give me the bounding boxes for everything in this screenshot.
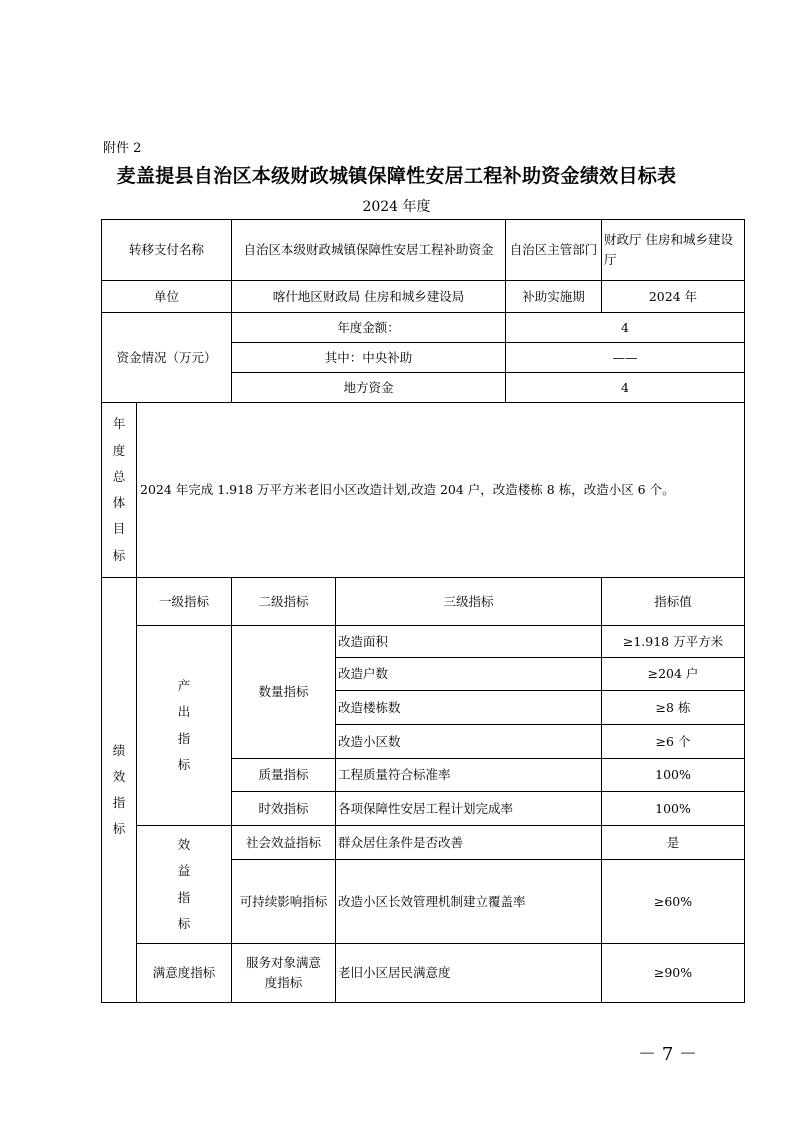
- page-number: － 7 －: [638, 1044, 697, 1065]
- central-label: 其中：中央补助: [324, 349, 413, 365]
- header-value: 指标值: [654, 593, 692, 609]
- service-indicator-label: 服务对象满意度指标: [245, 955, 321, 990]
- social-indicator-label: 社会效益指标: [245, 834, 321, 850]
- dept-label: 自治区主管部门: [509, 242, 598, 257]
- header-level2: 二级指标: [258, 593, 309, 609]
- unit-label: 单位: [153, 288, 179, 304]
- quantity-row-value: ≥1.918 万平方米: [622, 633, 724, 649]
- goal-label: 年 度 总 体 目 标: [112, 416, 126, 563]
- header-level1: 一级指标: [158, 593, 209, 609]
- annual-amount-value: 4: [621, 319, 629, 335]
- satisfaction-indicator-label: 满意度指标: [152, 965, 216, 980]
- quantity-row-name: 改造小区数: [338, 733, 401, 749]
- quality-indicator-label: 质量指标: [258, 767, 309, 782]
- local-value: 4: [621, 379, 629, 395]
- benefit-indicator-label: 效 益 指 标: [177, 837, 191, 931]
- quantity-row-name: 改造楼栋数: [338, 699, 401, 715]
- social-value: 是: [666, 834, 680, 850]
- sustain-name: 改造小区长效管理机制建立覆盖率: [338, 893, 526, 909]
- social-name: 群众居住条件是否改善: [338, 834, 464, 850]
- central-value: ——: [612, 349, 638, 365]
- unit-value: 喀什地区财政局 住房和城乡建设局: [272, 288, 465, 304]
- quantity-indicator-label: 数量指标: [258, 684, 309, 699]
- header-level3: 三级指标: [443, 593, 494, 609]
- document-year: 2024 年度: [362, 199, 431, 215]
- output-indicator-label: 产 出 指 标: [177, 678, 191, 772]
- annex-label: 附件 2: [103, 141, 142, 156]
- time-indicator-label: 时效指标: [258, 800, 309, 816]
- service-name: 老旧小区居民满意度: [338, 965, 451, 980]
- quantity-row-value: ≥8 栋: [655, 699, 691, 715]
- time-name: 各项保障性安居工程计划完成率: [338, 800, 514, 816]
- transfer-name-value: 自治区本级财政城镇保障性安居工程补助资金: [243, 242, 494, 257]
- annual-amount-label: 年度金额：: [337, 319, 400, 335]
- period-value: 2024 年: [648, 288, 698, 304]
- dept-value: 财政厅 住房和城乡建设厅: [604, 232, 733, 267]
- quantity-row-name: 改造面积: [338, 633, 389, 649]
- transfer-name-label: 转移支付名称: [128, 242, 204, 257]
- quality-value: 100%: [655, 767, 691, 782]
- fund-label: 资金情况（万元）: [116, 349, 217, 365]
- local-label: 地方资金: [343, 379, 394, 395]
- time-value: 100%: [655, 800, 691, 816]
- sustain-value: ≥60%: [653, 893, 693, 909]
- document-title: 麦盖提县自治区本级财政城镇保障性安居工程补助资金绩效目标表: [116, 165, 677, 187]
- period-label: 补助实施期: [522, 288, 585, 304]
- service-value: ≥90%: [653, 965, 693, 980]
- quantity-row-value: ≥6 个: [655, 733, 691, 749]
- sustain-indicator-label: 可持续影响指标: [239, 893, 328, 909]
- indicators-section-label: 绩 效 指 标: [112, 742, 126, 837]
- goal-text: 2024 年完成 1.918 万平方米老旧小区改造计划,改造 204 户，改造楼栋 8 栋，改造小区 6 个。: [140, 482, 675, 497]
- quantity-row-name: 改造户数: [338, 666, 389, 681]
- quantity-row-value: ≥204 户: [647, 666, 699, 681]
- quality-name: 工程质量符合标准率: [338, 767, 451, 782]
